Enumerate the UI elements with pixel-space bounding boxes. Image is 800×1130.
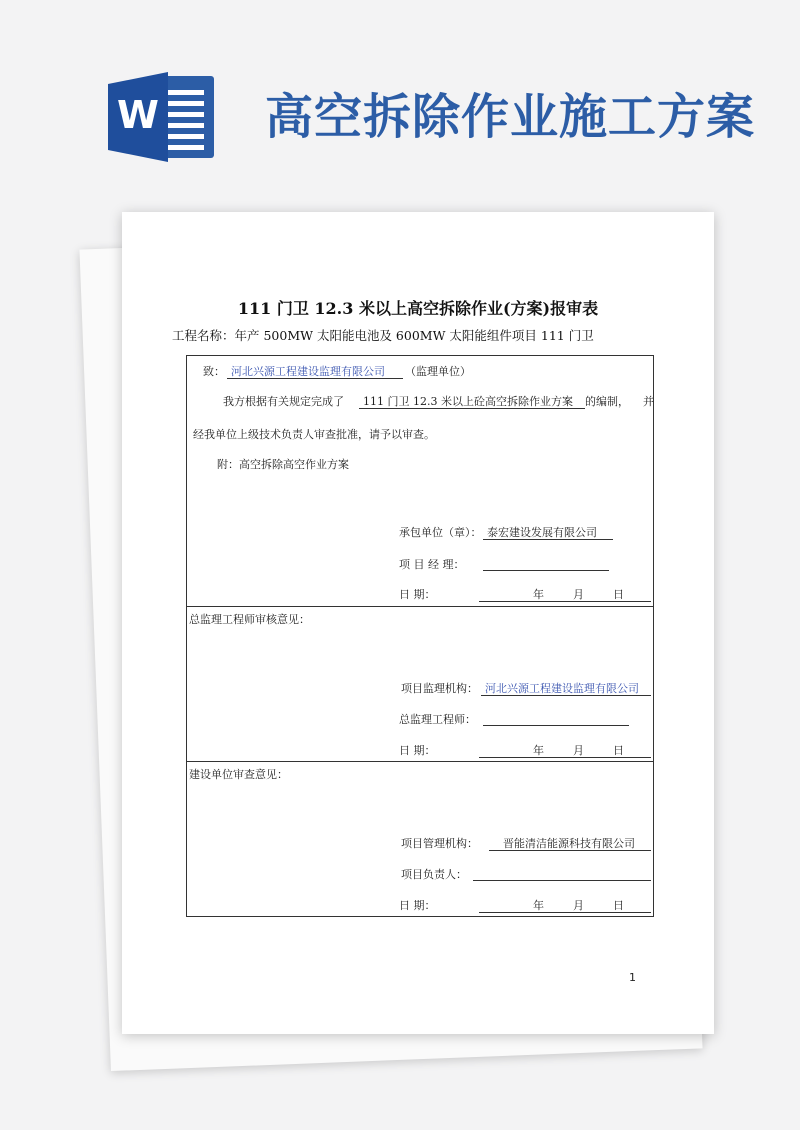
date-day: 日 (613, 744, 624, 757)
date-month: 月 (573, 588, 584, 601)
supervision-org-underline (481, 695, 651, 696)
section-divider (187, 761, 653, 762)
section-divider (187, 606, 653, 607)
date-year: 年 (533, 588, 544, 601)
date-year: 年 (533, 899, 544, 912)
management-org-value: 晋能清洁能源科技有限公司 (503, 837, 635, 850)
date-day: 日 (613, 588, 624, 601)
project-manager-label: 项 目 经 理： (399, 558, 465, 571)
body-line1-plan-name: 111 门卫 12.3 米以上砼高空拆除作业方案 (363, 395, 573, 408)
page-number: 1 (629, 971, 636, 984)
chief-supervisor-heading: 总监理工程师审核意见： (189, 613, 310, 626)
to-label: 致： (203, 365, 225, 378)
date-label: 日 期： (399, 744, 436, 757)
body-line1-suffix: 的编制， (585, 395, 629, 408)
body-line1-end: 并 (643, 395, 654, 408)
to-underline (227, 378, 403, 379)
contractor-label: 承包单位（章）： (399, 526, 482, 539)
attachment-line: 附：高空拆除高空作业方案 (217, 458, 349, 471)
word-icon (108, 72, 218, 162)
chief-engineer-signature-line (483, 725, 629, 726)
date-underline (479, 757, 651, 758)
document-page (122, 212, 714, 1034)
project-lead-signature-line (473, 880, 651, 881)
body-line1-prefix: 我方根据有关规定完成了 (223, 395, 344, 408)
date-month: 月 (573, 744, 584, 757)
supervision-org-value: 河北兴源工程建设监理有限公司 (485, 682, 639, 695)
approval-form-table (186, 355, 654, 917)
svg-text:W: W (117, 93, 159, 137)
to-supervisor-value: 河北兴源工程建设监理有限公司 (231, 365, 385, 378)
date-month: 月 (573, 899, 584, 912)
date-underline (479, 912, 651, 913)
date-day: 日 (613, 899, 624, 912)
management-org-label: 项目管理机构： (401, 837, 478, 850)
body-line2: 经我单位上级技术负责人审查批准，请予以审查。 (193, 428, 435, 441)
chief-engineer-label: 总监理工程师： (399, 713, 476, 726)
owner-review-heading: 建设单位审查意见： (189, 768, 288, 781)
supervision-org-label: 项目监理机构： (401, 682, 478, 695)
management-org-underline (489, 850, 651, 851)
page-header-title: 高空拆除作业施工方案 (265, 89, 756, 145)
contractor-value: 泰宏建设发展有限公司 (487, 526, 597, 539)
date-underline (479, 601, 651, 602)
contractor-underline (483, 539, 613, 540)
plan-name-underline (359, 408, 585, 409)
project-lead-label: 项目负责人： (401, 868, 467, 881)
date-label: 日 期： (399, 588, 436, 601)
project-name-line: 工程名称：年产 500MW 太阳能电池及 600MW 太阳能组件项目 111 门卫 (172, 328, 594, 343)
project-manager-signature-line (483, 570, 609, 571)
document-title: 111 门卫 12.3 米以上高空拆除作业(方案)报审表 (237, 299, 599, 318)
date-label: 日 期： (399, 899, 436, 912)
to-suffix: （监理单位） (405, 365, 471, 378)
date-year: 年 (533, 744, 544, 757)
